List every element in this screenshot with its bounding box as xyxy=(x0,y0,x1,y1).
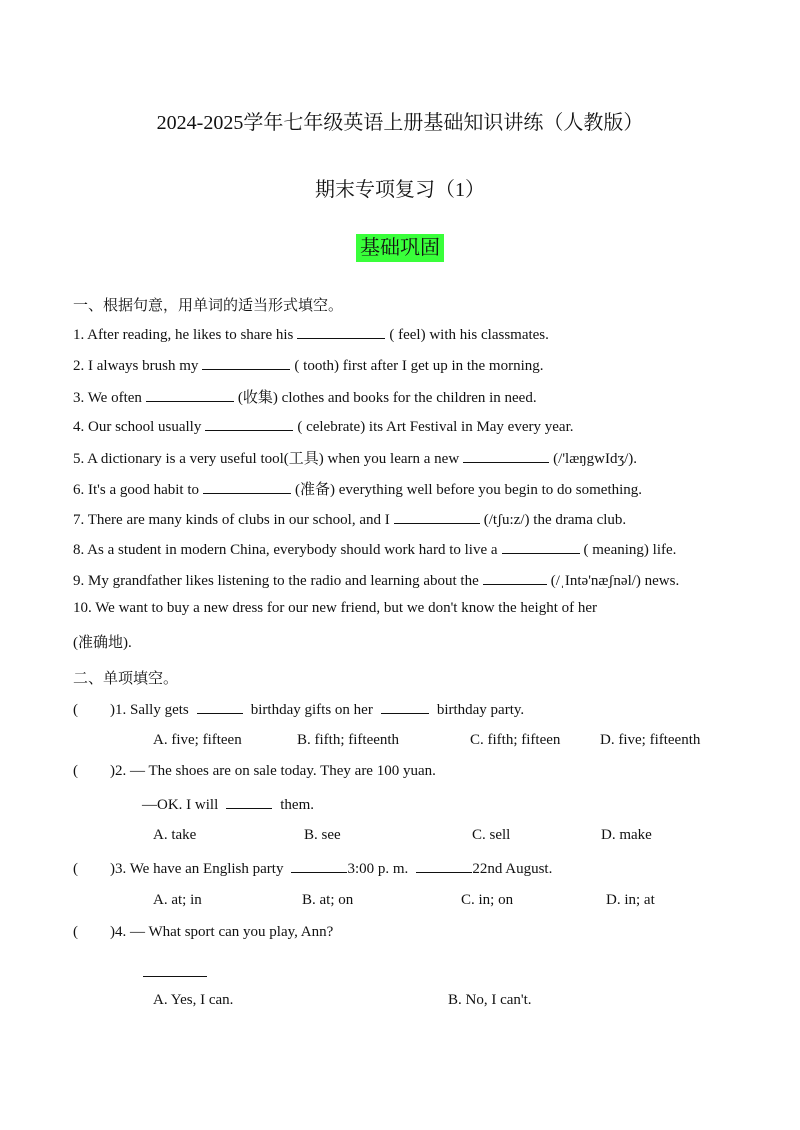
q9-text-pre: 9. My grandfather likes listening to the radio and learning about the xyxy=(73,573,479,589)
answer-blank[interactable] xyxy=(291,858,347,873)
q2-text-post: ( tooth) first after I get up in the morning. xyxy=(294,358,544,374)
mc-q1-option-c[interactable]: C. fifth; fifteen xyxy=(470,732,561,748)
section1-heading: 一、根据句意，用单词的适当形式填空。 xyxy=(73,298,344,314)
mc-q2-option-a[interactable]: A. take xyxy=(153,827,197,843)
mc-q1-mid: birthday gifts on her xyxy=(250,702,373,718)
question-1 xyxy=(73,324,549,344)
answer-blank[interactable] xyxy=(483,570,547,585)
q10-text-pre: 10. We want to buy a new dress for our new friend, but we don't know the height of her xyxy=(73,600,598,616)
answer-blank[interactable] xyxy=(226,794,272,809)
answer-blank[interactable] xyxy=(197,699,243,714)
q8-text-post: ( meaning) life. xyxy=(583,542,677,558)
q7-text-post: (/tʃu:z/) the drama club. xyxy=(483,512,627,528)
answer-paren-open: ( xyxy=(73,861,78,877)
question-10-continued: (准确地). xyxy=(73,635,132,651)
mc-q3-option-c[interactable]: C. in; on xyxy=(461,892,514,908)
answer-blank[interactable] xyxy=(502,539,580,554)
answer-blank[interactable] xyxy=(205,416,293,431)
answer-paren-open: ( xyxy=(73,702,78,718)
mc-q3-mid: 3:00 p. m. xyxy=(347,861,409,877)
mc-question-2 xyxy=(73,763,436,780)
mc-q3-option-a[interactable]: A. at; in xyxy=(153,892,202,908)
question-9 xyxy=(73,570,679,590)
answer-blank[interactable] xyxy=(203,479,291,494)
mc-q1-post: birthday party. xyxy=(436,702,525,718)
mc-q3-option-d[interactable]: D. in; at xyxy=(606,892,655,908)
answer-blank[interactable] xyxy=(202,355,290,370)
answer-blank[interactable] xyxy=(297,324,385,339)
question-4 xyxy=(73,416,573,436)
answer-blank[interactable] xyxy=(381,699,429,714)
mc-q2-option-b[interactable]: B. see xyxy=(304,827,341,843)
question-8 xyxy=(73,539,676,559)
mc-q4-option-a[interactable]: A. Yes, I can. xyxy=(153,992,234,1008)
q6-text-post: (准备) everything well before you begin to do something. xyxy=(295,482,643,498)
mc-q1-option-b[interactable]: B. fifth; fifteenth xyxy=(297,732,400,748)
mc-q3-post: 22nd August. xyxy=(472,861,553,877)
q2-text-pre: 2. I always brush my xyxy=(73,358,199,374)
q1-text-pre: 1. After reading, he likes to share his xyxy=(73,327,294,343)
document-subtitle: 期末专项复习（1） xyxy=(315,179,485,201)
question-2 xyxy=(73,355,544,375)
q4-text-post: ( celebrate) its Art Festival in May every year. xyxy=(297,419,574,435)
mc-q3-text: )3. We have an English party xyxy=(110,861,284,877)
section-badge: 基础巩固 xyxy=(356,234,444,262)
answer-blank[interactable] xyxy=(143,976,207,977)
mc-q1-option-d[interactable]: D. five; fifteenth xyxy=(600,732,701,748)
q4-text-pre: 4. Our school usually xyxy=(73,419,202,435)
mc-q2-text: )2. — The shoes are on sale today. They are 100 yuan. xyxy=(110,763,436,779)
answer-paren-open: ( xyxy=(73,924,78,940)
mc-q4-option-b[interactable]: B. No, I can't. xyxy=(448,992,532,1008)
q9-text-post: (/ˌIntə'næʃnəl/) news. xyxy=(550,573,680,589)
q7-text-pre: 7. There are many kinds of clubs in our school, and I xyxy=(73,512,390,528)
question-7 xyxy=(73,509,626,529)
answer-blank[interactable] xyxy=(394,509,480,524)
mc-question-4 xyxy=(73,924,333,941)
q6-text-pre: 6. It's a good habit to xyxy=(73,482,200,498)
mc-q2-option-c[interactable]: C. sell xyxy=(472,827,511,843)
q5-text-post: (/'læŋgwIdʒ/). xyxy=(553,451,638,467)
question-10 xyxy=(73,600,597,617)
mc-q1-text: )1. Sally gets xyxy=(110,702,189,718)
mc-q2-reply-pre: —OK. I will xyxy=(142,797,219,813)
answer-paren-open: ( xyxy=(73,763,78,779)
mc-q2-option-d[interactable]: D. make xyxy=(601,827,652,843)
mc-question-3 xyxy=(73,858,552,878)
mc-q3-option-b[interactable]: B. at; on xyxy=(302,892,354,908)
question-3 xyxy=(73,386,537,407)
mc-q1-option-a[interactable]: A. five; fifteen xyxy=(153,732,242,748)
mc-q4-text: )4. — What sport can you play, Ann? xyxy=(110,924,334,940)
mc-q2-reply-post: them. xyxy=(280,797,314,813)
question-6 xyxy=(73,478,642,499)
q8-text-pre: 8. As a student in modern China, everybody should work hard to live a xyxy=(73,542,498,558)
section-badge-wrap xyxy=(0,234,800,262)
question-5 xyxy=(73,447,637,468)
q1-text-post: ( feel) with his classmates. xyxy=(389,327,549,343)
document-title: 2024-2025学年七年级英语上册基础知识讲练（人教版） xyxy=(156,112,644,134)
q3-text-pre: 3. We often xyxy=(73,390,142,406)
q5-text-pre: 5. A dictionary is a very useful tool(工具) when you learn a new xyxy=(73,451,460,467)
answer-blank[interactable] xyxy=(463,448,549,463)
section2-heading: 二、单项填空。 xyxy=(73,671,179,687)
mc-question-1 xyxy=(73,699,524,719)
answer-blank[interactable] xyxy=(146,387,234,402)
mc-q2-reply xyxy=(142,794,314,814)
answer-blank[interactable] xyxy=(416,858,472,873)
q3-text-post: (收集) clothes and books for the children in need. xyxy=(237,390,537,406)
